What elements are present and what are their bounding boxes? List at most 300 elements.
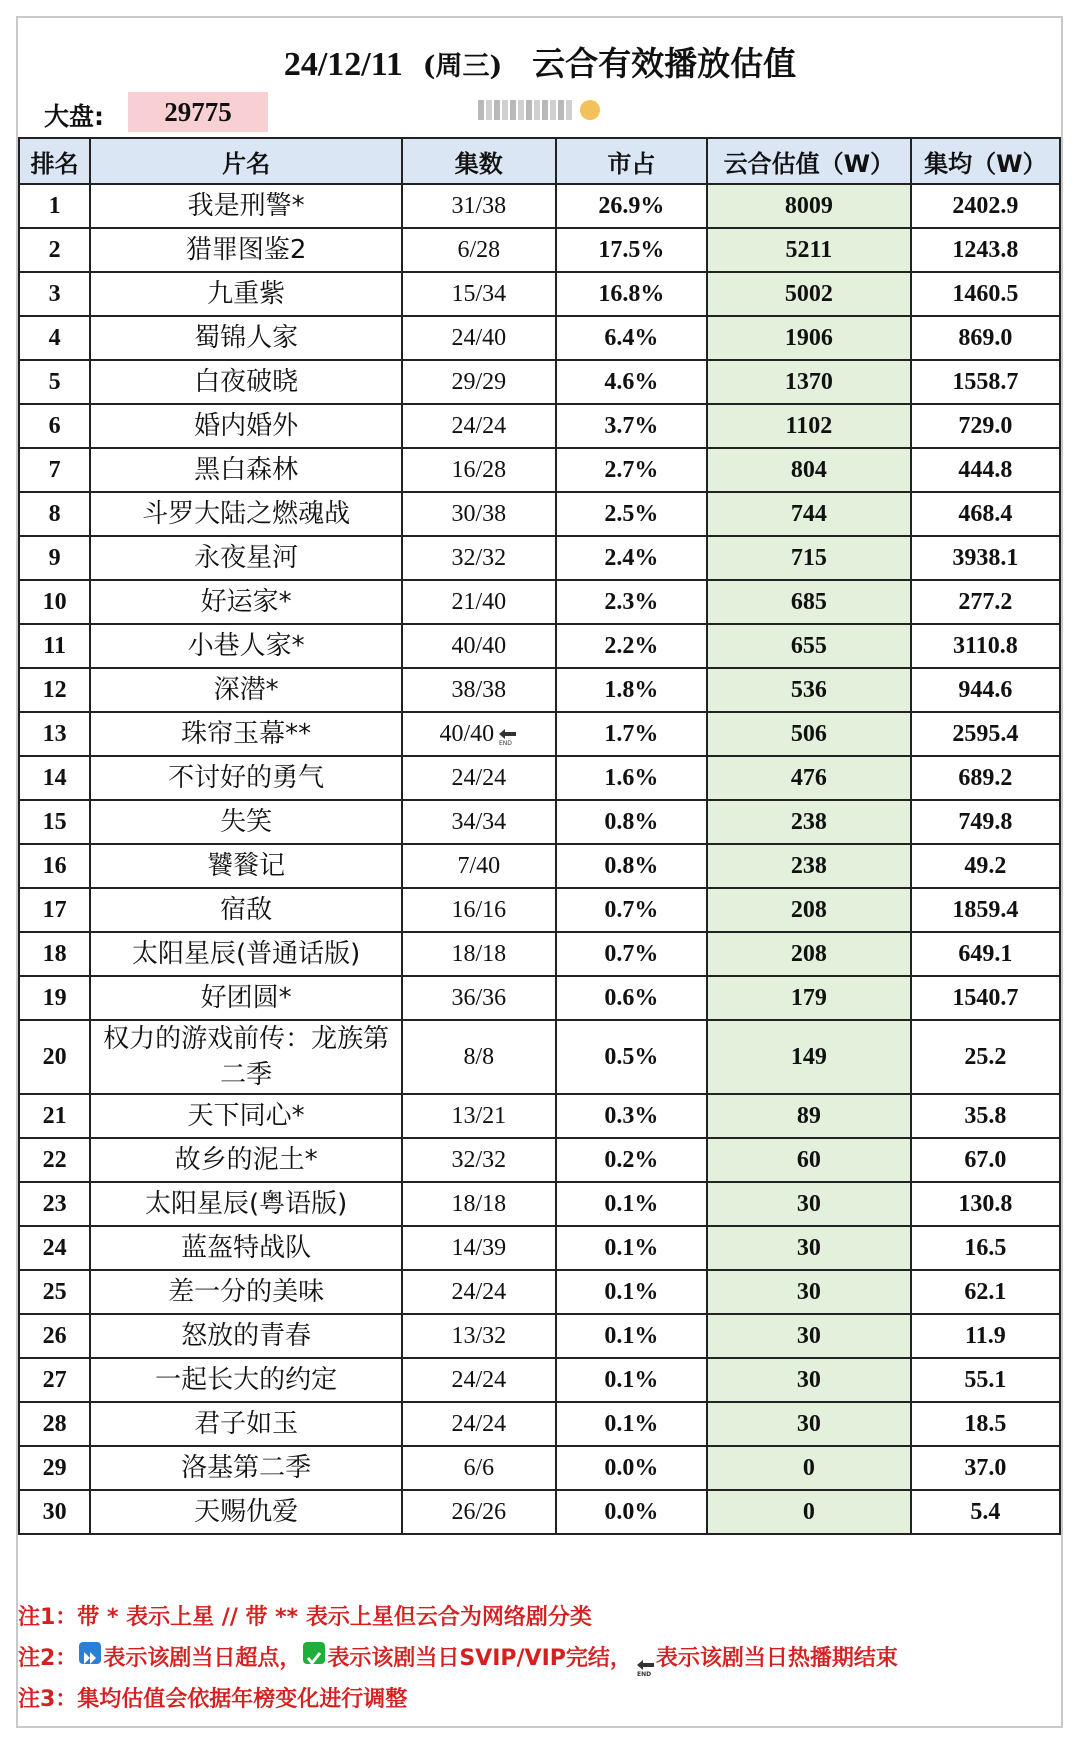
rank-cell-text: 25	[42, 1278, 67, 1305]
episodes-cell	[402, 360, 556, 404]
rank-cell-text: 5	[48, 368, 61, 395]
share-cell-text: 0.5%	[604, 1043, 659, 1070]
share-cell	[556, 580, 707, 624]
episodes-cell	[402, 668, 556, 712]
share-cell	[556, 404, 707, 448]
title-cell	[90, 976, 402, 1020]
rank-cell-text: 15	[42, 808, 67, 835]
rank-cell-text: 27	[42, 1366, 67, 1393]
share-cell	[556, 1402, 707, 1446]
title-cell-text: 小巷人家*	[187, 631, 305, 661]
title-cell-text: 蓝盔特战队	[181, 1233, 312, 1263]
average-cell-text: 55.1	[964, 1366, 1007, 1393]
estimate-cell	[707, 1402, 911, 1446]
table-row	[19, 492, 1060, 536]
episodes-cell-text: 34/34	[451, 808, 507, 835]
rank-cell	[19, 448, 90, 492]
table-row	[19, 1358, 1060, 1402]
rank-cell-text: 9	[48, 544, 61, 571]
estimate-cell	[707, 1270, 911, 1314]
average-cell-text: 3938.1	[952, 544, 1019, 571]
end-arrow-icon	[634, 1650, 656, 1677]
rank-cell-text: 16	[42, 852, 67, 879]
title-cell-text: 君子如玉	[194, 1409, 299, 1439]
note-2	[18, 1638, 898, 1679]
share-cell	[556, 624, 707, 668]
average-cell	[911, 1446, 1060, 1490]
average-cell-text: 35.8	[964, 1102, 1007, 1129]
estimate-cell-text: 30	[796, 1234, 821, 1261]
share-cell-text: 0.0%	[604, 1498, 659, 1525]
share-cell-text: 0.1%	[604, 1278, 659, 1305]
average-cell-text: 2402.9	[952, 192, 1019, 219]
title-cell-text: 我是刑警*	[187, 191, 305, 221]
episodes-cell-text: 24/24	[451, 764, 507, 791]
share-cell	[556, 976, 707, 1020]
rank-cell	[19, 1358, 90, 1402]
share-cell-text: 0.6%	[604, 984, 659, 1011]
rank-cell-text: 17	[42, 896, 67, 923]
end-arrow-icon	[496, 726, 518, 744]
average-cell	[911, 844, 1060, 888]
episodes-cell-text: 16/28	[451, 456, 507, 483]
episodes-cell	[402, 1402, 556, 1446]
title-cell-text: 权力的游戏前传：龙族第二季	[103, 1024, 390, 1090]
estimate-cell-text: 208	[790, 940, 827, 967]
table-row	[19, 360, 1060, 404]
rank-cell	[19, 668, 90, 712]
share-cell	[556, 492, 707, 536]
title-cell	[90, 580, 402, 624]
average-cell-text: 689.2	[958, 764, 1013, 791]
table-row	[19, 888, 1060, 932]
episodes-cell	[402, 1490, 556, 1534]
estimate-cell-text: 179	[790, 984, 827, 1011]
rank-cell	[19, 1402, 90, 1446]
episodes-cell-text: 26/26	[451, 1498, 507, 1525]
notes	[18, 1597, 898, 1720]
title-cell-text: 天赐仇爱	[194, 1497, 299, 1527]
table-row	[19, 624, 1060, 668]
episodes-cell-text: 13/21	[451, 1102, 507, 1129]
rank-cell-text: 19	[42, 984, 67, 1011]
episodes-cell	[402, 536, 556, 580]
estimate-cell-text: 5002	[784, 280, 833, 307]
title-cell-text: 洛基第二季	[181, 1453, 312, 1483]
estimate-cell	[707, 1094, 911, 1138]
average-cell-text: 11.9	[965, 1322, 1006, 1349]
rank-cell-text: 10	[42, 588, 67, 615]
table-row	[19, 668, 1060, 712]
average-cell-text: 1558.7	[952, 368, 1019, 395]
title-cell	[90, 1446, 402, 1490]
episodes-cell-text: 16/16	[451, 896, 507, 923]
average-cell	[911, 756, 1060, 800]
estimate-cell	[707, 1314, 911, 1358]
rank-cell	[19, 1226, 90, 1270]
market-label: 大盘:	[44, 102, 104, 131]
note-1: 注1：带 * 表示上星 // 带 ** 表示上星但云合为网络剧分类	[18, 1605, 592, 1630]
rank-cell-text: 24	[42, 1234, 67, 1261]
estimate-cell-text: 238	[790, 808, 827, 835]
share-cell	[556, 316, 707, 360]
note-2-part1: 表示该剧当日超点，	[103, 1646, 302, 1671]
estimate-cell-text: 30	[796, 1322, 821, 1349]
table-row	[19, 1402, 1060, 1446]
episodes-cell-text: 13/32	[451, 1322, 507, 1349]
average-cell-text: 5.4	[970, 1498, 1001, 1525]
title-cell-text: 太阳星辰(普通话版)	[131, 939, 361, 969]
estimate-cell-text: 1370	[784, 368, 833, 395]
table-row	[19, 1138, 1060, 1182]
episodes-cell-text: 29/29	[451, 368, 507, 395]
title-cell-text: 黑白森林	[194, 455, 299, 485]
title-cell	[90, 1402, 402, 1446]
title-cell	[90, 316, 402, 360]
estimate-cell	[707, 316, 911, 360]
share-cell-text: 0.1%	[604, 1410, 659, 1437]
title-weekday: (周三)	[422, 51, 503, 82]
share-cell-text: 2.2%	[604, 632, 659, 659]
average-cell-text: 2595.4	[952, 720, 1019, 747]
episodes-cell	[402, 184, 556, 228]
table-row	[19, 1182, 1060, 1226]
average-cell	[911, 1020, 1060, 1094]
average-cell	[911, 800, 1060, 844]
average-cell-text: 468.4	[958, 500, 1013, 527]
episodes-cell	[402, 580, 556, 624]
share-cell-text: 2.5%	[604, 500, 659, 527]
average-cell-text: 3110.8	[953, 632, 1018, 659]
average-cell	[911, 624, 1060, 668]
average-cell-text: 749.8	[958, 808, 1013, 835]
blurred-username-watermark	[478, 100, 600, 120]
episodes-cell-text: 24/24	[451, 412, 507, 439]
col-header-estimate: 云合估值（W）	[707, 138, 911, 184]
title-cell-text: 九重紫	[207, 279, 286, 309]
rank-cell-text: 3	[48, 280, 61, 307]
estimate-cell-text: 536	[790, 676, 827, 703]
table-row	[19, 580, 1060, 624]
average-cell-text: 18.5	[964, 1410, 1007, 1437]
table-row	[19, 536, 1060, 580]
share-cell	[556, 800, 707, 844]
average-cell	[911, 316, 1060, 360]
rank-cell	[19, 712, 90, 756]
share-cell	[556, 1490, 707, 1534]
average-cell	[911, 1226, 1060, 1270]
episodes-cell	[402, 1182, 556, 1226]
episodes-cell	[402, 272, 556, 316]
table-row	[19, 184, 1060, 228]
title-cell	[90, 624, 402, 668]
average-cell	[911, 1270, 1060, 1314]
table-row	[19, 448, 1060, 492]
table-row	[19, 1490, 1060, 1534]
estimate-cell-text: 30	[796, 1278, 821, 1305]
episodes-cell-text: 24/40	[451, 324, 507, 351]
title-cell	[90, 228, 402, 272]
estimate-cell	[707, 404, 911, 448]
estimate-cell-text: 0	[802, 1498, 815, 1525]
rank-cell	[19, 1270, 90, 1314]
episodes-cell	[402, 404, 556, 448]
share-cell	[556, 448, 707, 492]
average-cell	[911, 228, 1060, 272]
estimate-cell-text: 685	[790, 588, 827, 615]
title-cell	[90, 536, 402, 580]
episodes-cell	[402, 712, 556, 756]
average-cell	[911, 1182, 1060, 1226]
svg-text:END: END	[636, 1671, 651, 1677]
rank-cell	[19, 404, 90, 448]
title-cell	[90, 448, 402, 492]
estimate-cell-text: 5211	[785, 236, 833, 263]
check-box-icon	[303, 1642, 325, 1664]
episodes-cell-text: 18/18	[451, 940, 507, 967]
estimate-cell-text: 30	[796, 1190, 821, 1217]
episodes-cell-text: 21/40	[451, 588, 507, 615]
average-cell	[911, 404, 1060, 448]
average-cell-text: 869.0	[958, 324, 1013, 351]
episodes-cell-text: 18/18	[451, 1190, 507, 1217]
title-cell-text: 宿敌	[220, 895, 273, 925]
rank-cell	[19, 1138, 90, 1182]
estimate-cell-text: 30	[796, 1366, 821, 1393]
rank-cell-text: 13	[42, 720, 67, 747]
average-cell-text: 1859.4	[952, 896, 1019, 923]
estimate-cell	[707, 624, 911, 668]
share-cell	[556, 1138, 707, 1182]
title-cell	[90, 1182, 402, 1226]
rank-cell-text: 30	[42, 1498, 67, 1525]
table-row	[19, 844, 1060, 888]
rank-cell	[19, 976, 90, 1020]
rank-cell	[19, 536, 90, 580]
title-cell	[90, 1226, 402, 1270]
rank-cell	[19, 1020, 90, 1094]
table-row	[19, 1020, 1060, 1094]
share-cell-text: 1.7%	[604, 720, 659, 747]
estimate-cell	[707, 800, 911, 844]
episodes-cell-text: 6/6	[463, 1454, 495, 1481]
title-cell	[90, 844, 402, 888]
average-cell-text: 25.2	[964, 1043, 1007, 1070]
col-header-rank: 排名	[19, 138, 90, 184]
estimate-cell	[707, 976, 911, 1020]
episodes-cell	[402, 976, 556, 1020]
rank-cell	[19, 932, 90, 976]
average-cell-text: 130.8	[958, 1190, 1013, 1217]
episodes-cell-text: 8/8	[463, 1043, 495, 1070]
share-cell-text: 4.6%	[604, 368, 659, 395]
title-cell	[90, 1490, 402, 1534]
rank-cell-text: 7	[48, 456, 61, 483]
average-cell	[911, 888, 1060, 932]
rank-cell	[19, 316, 90, 360]
estimate-cell	[707, 712, 911, 756]
episodes-cell	[402, 316, 556, 360]
rank-cell-text: 6	[48, 412, 61, 439]
episodes-cell	[402, 448, 556, 492]
average-cell	[911, 272, 1060, 316]
title-cell-text: 失笑	[220, 807, 273, 837]
estimate-cell-text: 506	[790, 720, 827, 747]
share-cell-text: 0.7%	[604, 940, 659, 967]
share-cell-text: 6.4%	[604, 324, 659, 351]
title-cell-text: 太阳星辰(粤语版)	[144, 1189, 348, 1219]
title-cell	[90, 492, 402, 536]
average-cell	[911, 712, 1060, 756]
rank-cell-text: 14	[42, 764, 67, 791]
estimate-cell-text: 1906	[784, 324, 833, 351]
title-text: 云合有效播放估值	[532, 44, 797, 83]
estimate-cell	[707, 1020, 911, 1094]
title-cell	[90, 272, 402, 316]
title-cell-text: 婚内婚外	[194, 411, 299, 441]
title-cell	[90, 668, 402, 712]
average-cell-text: 649.1	[958, 940, 1013, 967]
share-cell	[556, 1358, 707, 1402]
episodes-cell-text: 32/32	[451, 544, 507, 571]
title-cell	[90, 1020, 402, 1094]
table-row	[19, 1094, 1060, 1138]
share-cell-text: 16.8%	[598, 280, 665, 307]
share-cell	[556, 1182, 707, 1226]
table-row	[19, 800, 1060, 844]
rank-cell-text: 29	[42, 1454, 67, 1481]
episodes-cell-text: 32/32	[451, 1146, 507, 1173]
episodes-cell	[402, 1020, 556, 1094]
rank-cell	[19, 1182, 90, 1226]
rank-cell-text: 4	[48, 324, 61, 351]
title-cell	[90, 712, 402, 756]
average-cell	[911, 668, 1060, 712]
rank-cell-text: 28	[42, 1410, 67, 1437]
average-cell	[911, 536, 1060, 580]
rank-cell	[19, 756, 90, 800]
share-cell	[556, 756, 707, 800]
episodes-cell-text: 24/24	[451, 1278, 507, 1305]
rank-cell	[19, 800, 90, 844]
table-row	[19, 712, 1060, 756]
share-cell	[556, 1446, 707, 1490]
estimate-cell	[707, 228, 911, 272]
rank-cell-text: 21	[42, 1102, 67, 1129]
estimate-cell-text: 89	[796, 1102, 821, 1129]
col-header-episodes: 集数	[402, 138, 556, 184]
title-date: 24/12/11	[283, 46, 403, 83]
average-cell-text: 62.1	[964, 1278, 1007, 1305]
title-cell-text: 白夜破晓	[194, 367, 299, 397]
title-cell	[90, 756, 402, 800]
share-cell	[556, 1020, 707, 1094]
episodes-cell	[402, 932, 556, 976]
episodes-cell	[402, 888, 556, 932]
rank-cell-text: 11	[43, 632, 66, 659]
episodes-cell-text: 36/36	[451, 984, 507, 1011]
estimate-cell	[707, 888, 911, 932]
estimate-cell	[707, 932, 911, 976]
share-cell-text: 0.1%	[604, 1322, 659, 1349]
table-row	[19, 756, 1060, 800]
share-cell	[556, 1226, 707, 1270]
rank-cell	[19, 184, 90, 228]
title-cell-text: 斗罗大陆之燃魂战	[142, 499, 351, 529]
episodes-cell	[402, 1226, 556, 1270]
average-cell	[911, 492, 1060, 536]
title-cell-text: 不讨好的勇气	[168, 763, 325, 793]
average-cell	[911, 1314, 1060, 1358]
rank-cell-text: 20	[42, 1043, 67, 1070]
estimate-cell	[707, 756, 911, 800]
average-cell-text: 49.2	[964, 852, 1007, 879]
share-cell	[556, 712, 707, 756]
table-row	[19, 404, 1060, 448]
col-header-name: 片名	[90, 138, 402, 184]
average-cell	[911, 360, 1060, 404]
episodes-cell-text: 30/38	[451, 500, 507, 527]
share-cell	[556, 1094, 707, 1138]
estimate-cell	[707, 1226, 911, 1270]
share-cell-text: 2.4%	[604, 544, 659, 571]
estimate-cell	[707, 668, 911, 712]
share-cell-text: 17.5%	[598, 236, 665, 263]
estimate-cell-text: 715	[790, 544, 827, 571]
estimate-cell-text: 744	[790, 500, 827, 527]
title-cell	[90, 800, 402, 844]
table-row	[19, 1270, 1060, 1314]
share-cell-text: 0.1%	[604, 1190, 659, 1217]
estimate-cell	[707, 184, 911, 228]
estimate-cell	[707, 580, 911, 624]
title-cell-text: 一起长大的约定	[155, 1365, 338, 1395]
share-cell	[556, 844, 707, 888]
table-row	[19, 976, 1060, 1020]
title-cell-text: 猎罪图鉴2	[185, 235, 307, 265]
table-row	[19, 228, 1060, 272]
rank-cell	[19, 1446, 90, 1490]
table-header-row	[19, 138, 1060, 184]
average-cell-text: 729.0	[958, 412, 1013, 439]
estimate-cell	[707, 1182, 911, 1226]
share-cell	[556, 360, 707, 404]
episodes-cell	[402, 1358, 556, 1402]
rank-cell-text: 23	[42, 1190, 67, 1217]
rank-cell	[19, 228, 90, 272]
estimate-cell-text: 804	[790, 456, 827, 483]
share-cell-text: 0.2%	[604, 1146, 659, 1173]
estimate-cell	[707, 1358, 911, 1402]
title-cell-text: 好团圆*	[200, 983, 292, 1013]
average-cell-text: 16.5	[964, 1234, 1007, 1261]
table-row	[19, 316, 1060, 360]
col-header-share: 市占	[556, 138, 707, 184]
estimate-cell-text: 655	[790, 632, 827, 659]
episodes-cell	[402, 756, 556, 800]
title-cell	[90, 360, 402, 404]
title-cell	[90, 1358, 402, 1402]
table-row	[19, 272, 1060, 316]
share-cell	[556, 536, 707, 580]
episodes-cell	[402, 1314, 556, 1358]
title-cell	[90, 404, 402, 448]
play-forward-icon	[79, 1642, 101, 1664]
average-cell	[911, 1138, 1060, 1182]
episodes-cell	[402, 1138, 556, 1182]
average-cell-text: 277.2	[958, 588, 1013, 615]
table-row	[19, 932, 1060, 976]
